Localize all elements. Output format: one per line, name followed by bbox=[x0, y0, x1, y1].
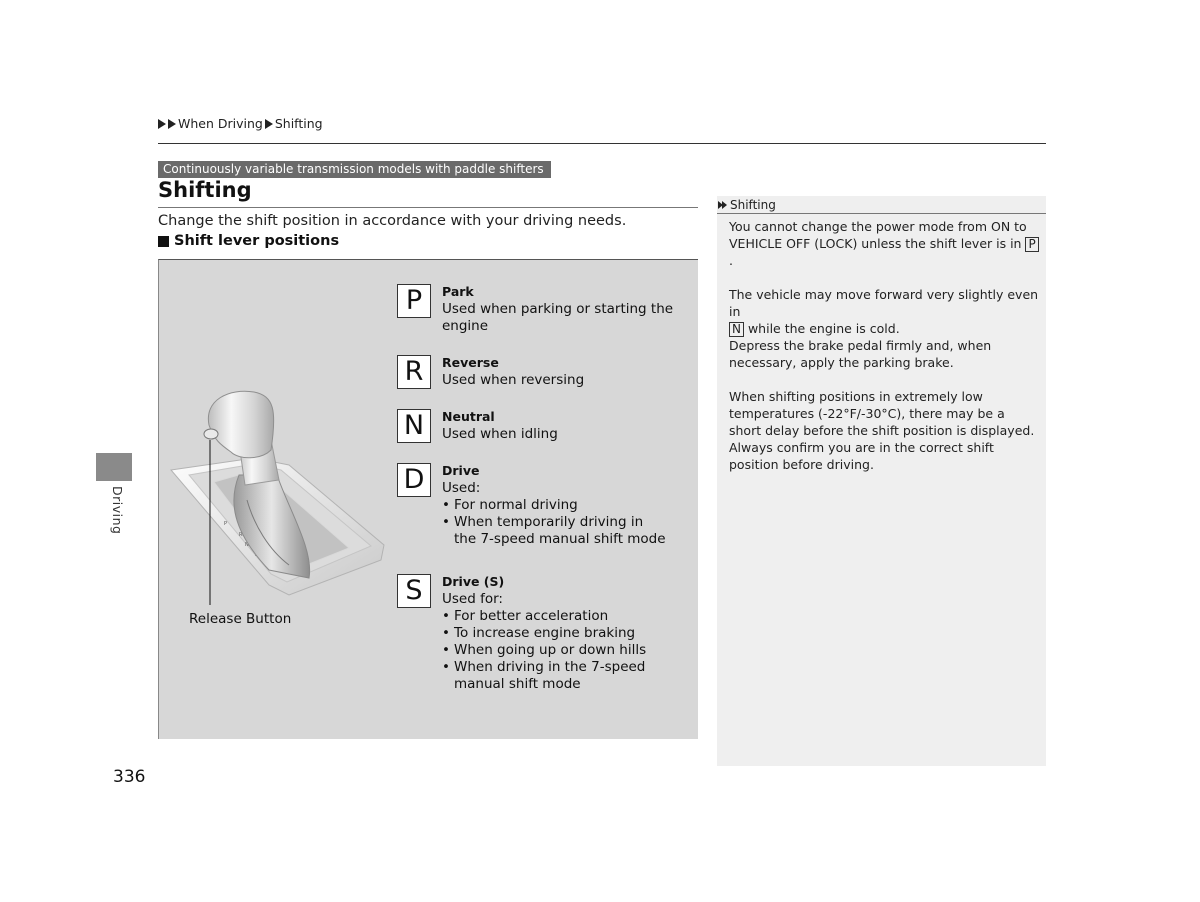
gear-s-name: Drive (S) bbox=[442, 574, 505, 589]
note-text: The vehicle may move forward very slightly even in bbox=[729, 287, 1039, 319]
gear-n-name: Neutral bbox=[442, 409, 495, 424]
section-label: Driving bbox=[110, 486, 125, 535]
model-tag: Continuously variable transmission models with paddle shifters bbox=[158, 161, 551, 178]
gear-d-bullet: • For normal driving bbox=[442, 497, 682, 514]
svg-text:P: P bbox=[224, 521, 228, 527]
square-bullet-icon bbox=[158, 236, 169, 247]
gear-r-text: Used when reversing bbox=[442, 372, 585, 388]
note-paragraph: When shifting positions in extremely low temperatures (-22°F/-30°C), there may be a short delay before the shift position is displayed. Always confirm you are in the correct shift position before driving. bbox=[729, 389, 1035, 472]
gear-p-name: Park bbox=[442, 284, 474, 299]
page-title: Shifting bbox=[158, 178, 252, 202]
svg-text:N: N bbox=[245, 542, 249, 548]
gear-n-icon: N bbox=[397, 409, 431, 443]
note-heading-text: Shifting bbox=[730, 197, 776, 212]
gear-d-intro: Used: bbox=[442, 480, 481, 496]
subheading bbox=[158, 233, 339, 249]
breadcrumb-when-driving[interactable]: When Driving bbox=[178, 116, 263, 131]
breadcrumb-arrow-icon bbox=[265, 119, 273, 129]
note-panel bbox=[717, 196, 1046, 766]
gear-r-name: Reverse bbox=[442, 355, 499, 370]
gear-r-icon: R bbox=[397, 355, 431, 389]
gear-d-icon: D bbox=[397, 463, 431, 497]
note-paragraph bbox=[729, 286, 1039, 371]
note-paragraph bbox=[729, 218, 1039, 269]
note-text: . bbox=[729, 253, 733, 268]
title-divider bbox=[158, 207, 698, 208]
note-text: Depress the brake pedal firmly and, when necessary, apply the parking brake. bbox=[729, 338, 992, 370]
gear-s-bullet: • For better acceleration bbox=[442, 608, 692, 625]
note-heading bbox=[717, 196, 1046, 214]
note-text: You cannot change the power mode from ON to VEHICLE OFF (LOCK) unless the shift lever is in bbox=[729, 219, 1027, 251]
gear-d-text bbox=[442, 480, 682, 548]
gear-d-name: Drive bbox=[442, 463, 480, 478]
subheading-text: Shift lever positions bbox=[174, 233, 340, 249]
gear-s-bullet: • When driving in the 7-speed manual shift mode bbox=[442, 659, 694, 693]
note-text: while the engine is cold. bbox=[743, 321, 900, 336]
shift-lever-panel bbox=[158, 259, 698, 739]
gear-p-text: Used when parking or starting the engine bbox=[442, 301, 674, 334]
note-body bbox=[729, 218, 1039, 490]
header-divider bbox=[158, 143, 1046, 144]
gear-s-text bbox=[442, 591, 692, 693]
svg-text:R: R bbox=[239, 532, 243, 538]
release-button-label: Release Button bbox=[189, 611, 292, 627]
gear-n-box-icon: N bbox=[729, 322, 744, 337]
intro-text: Change the shift position in accordance with your driving needs. bbox=[158, 213, 627, 229]
section-tab bbox=[96, 453, 132, 481]
breadcrumb-shifting[interactable]: Shifting bbox=[274, 116, 323, 131]
double-arrow-icon bbox=[718, 200, 728, 210]
breadcrumb-arrow-icon bbox=[158, 119, 166, 129]
page-number: 336 bbox=[113, 767, 146, 787]
breadcrumb-arrow-icon bbox=[168, 119, 176, 129]
gear-p-box-icon: P bbox=[1025, 237, 1038, 252]
gear-s-bullet: • To increase engine braking bbox=[442, 625, 692, 642]
gear-d-bullet: • When temporarily driving in the 7-speed manual shift mode bbox=[442, 514, 669, 548]
gear-s-icon: S bbox=[397, 574, 431, 608]
breadcrumb bbox=[158, 116, 323, 131]
gear-s-intro: Used for: bbox=[442, 591, 503, 607]
gear-n-text: Used when idling bbox=[442, 426, 558, 442]
gear-s-bullet: • When going up or down hills bbox=[442, 642, 692, 659]
gear-p-icon: P bbox=[397, 284, 431, 318]
